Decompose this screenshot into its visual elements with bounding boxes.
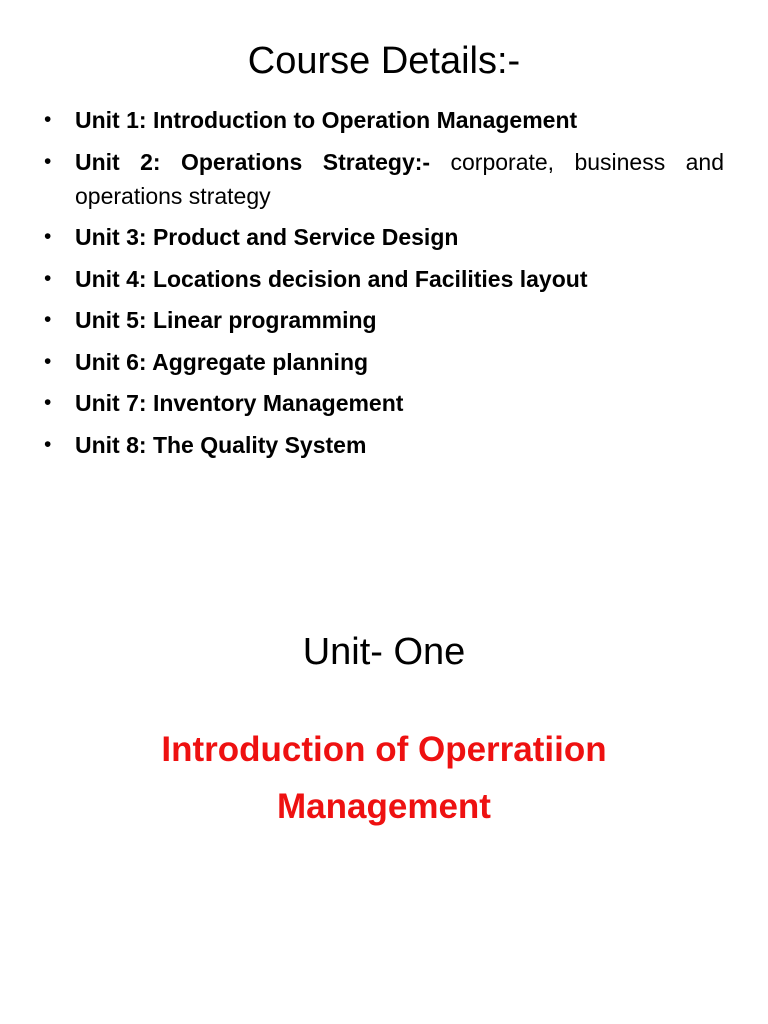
unit-list-item (44, 386, 724, 420)
bullet-icon: • (44, 391, 52, 414)
bullet-icon: • (44, 225, 52, 248)
unit-list-item (44, 428, 724, 462)
course-details-title: Course Details:- (247, 40, 521, 82)
bullet-icon: • (44, 108, 52, 131)
unit-list (44, 103, 724, 469)
unit-title: Unit 4: Locations decision and Facilities layout (75, 265, 588, 292)
unit-one-slide (0, 600, 768, 1024)
unit-list-item (44, 345, 724, 379)
unit-subtitle: Introduction of Operratiion Management (161, 730, 607, 826)
bullet-icon: • (44, 349, 52, 373)
unit-heading: Unit- One (302, 631, 466, 673)
unit-title: Unit 2: Operations Strategy:- (75, 148, 431, 175)
unit-title: Unit 8: The Quality System (75, 431, 367, 458)
unit-list-item (44, 262, 724, 296)
bullet-icon: • (44, 432, 52, 456)
unit-title: Unit 1: Introduction to Operation Management (75, 107, 578, 133)
unit-title: Unit 3: Product and Service Design (75, 224, 459, 250)
bullet-icon: • (44, 149, 52, 173)
unit-list-item (44, 303, 724, 337)
unit-title: Unit 6: Aggregate planning (75, 348, 369, 375)
unit-description: corporate, business and operations strategy (75, 148, 724, 209)
course-details-slide (0, 0, 768, 500)
bullet-icon: • (44, 266, 52, 290)
unit-list-item (44, 220, 724, 254)
unit-list-item (44, 103, 724, 137)
unit-title: Unit 5: Linear programming (75, 307, 377, 333)
unit-title: Unit 7: Inventory Management (75, 390, 404, 416)
unit-list-item (44, 145, 724, 213)
bullet-icon: • (44, 308, 52, 331)
